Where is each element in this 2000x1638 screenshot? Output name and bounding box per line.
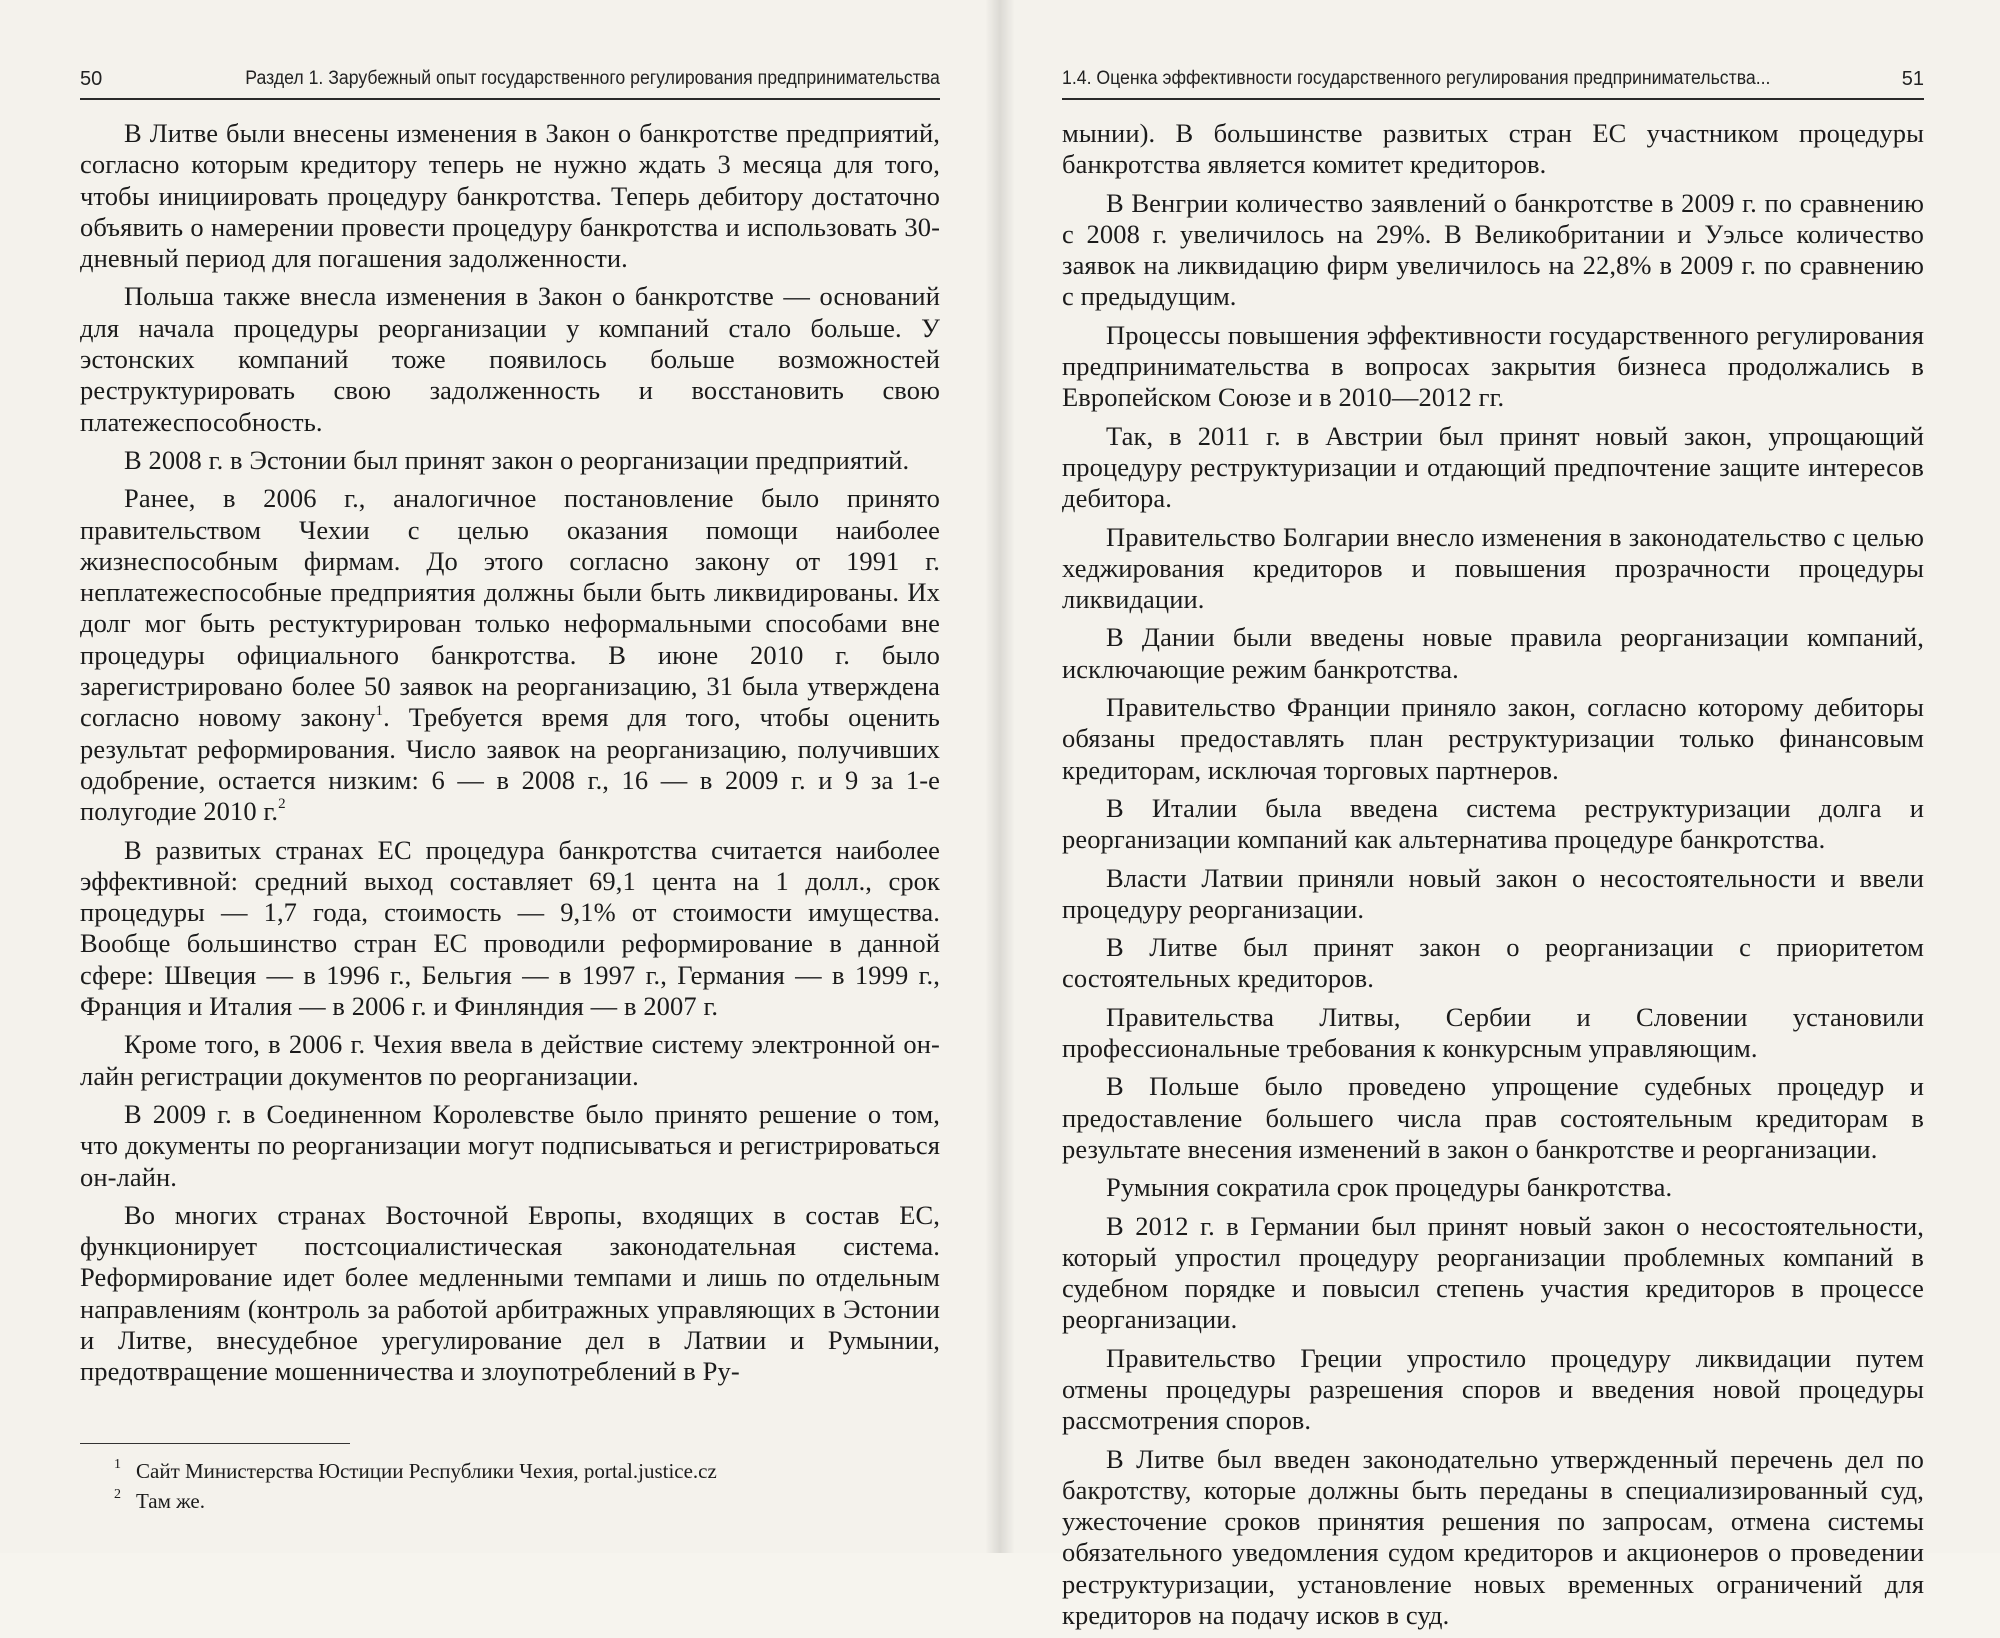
left-page [80, 0, 940, 1553]
footnote [80, 1456, 940, 1486]
paragraph: В Литве были внесены изменения в Закон о банкротстве предприятий, согласно которым кредитору теперь не нужно ждать 3 месяца для того, чтобы инициировать процедуру банкротства. Теперь дебитору достаточно объявить о намерении провести процедуру банкротства и использовать 30-дневный период для погашения задолженности. [80, 118, 940, 274]
paragraph: Власти Латвии приняли новый закон о несостоятельности и ввели процедуру реорганизации. [1062, 862, 1924, 924]
footnote-divider [80, 1443, 350, 1444]
paragraph: В Италии была введена система реструктуризации долга и реорганизации компаний как альтернатива процедуре банкротства. [1062, 792, 1924, 855]
paragraph: В 2012 г. в Германии был принят новый закон о несостоятельности, который упростил процедуру реорганизации проблемных компаний в судебном порядке и повысил степень участия кредиторов в процессе реорганизации. [1062, 1210, 1924, 1335]
paragraph: В Дании были введены новые правила реорганизации компаний, исключающие режим банкротства. [1062, 622, 1924, 684]
paragraph: Правительство Болгарии внесло изменения в законодательство с целью хеджирования кредиторов и повышения прозрачности процедуры ликвидации. [1062, 521, 1924, 615]
footnote-mark: 2 [114, 1487, 121, 1502]
footnotes [80, 1443, 940, 1516]
paragraph: Польша также внесла изменения в Закон о банкротстве — оснований для начала процедуры реорганизации у компаний стало больше. У эстонских компаний тоже появилось больше возможностей реструктурировать свою задолженность и восстановить свою платежеспособность. [80, 281, 940, 437]
book-gutter [985, 0, 1015, 1553]
paragraph-text: Требуется время для того, чтобы оценить результат реформирования. Число заявок на реорганизацию, получивших одобрение, остается низким: 6 — в 2008 г., 16 — в 2009 г. и 9 за 1-е полугодие 2010 г. [80, 702, 940, 827]
left-body-text [80, 118, 940, 1395]
paragraph: В Венгрии количество заявлений о банкротстве в 2009 г. по сравнению с 2008 г. увеличилось на 29%. В Великобритании и Уэльсе количество заявок на ликвидацию фирм увеличилось на 22,8% в 2009 г. по сравнению с предыдущим. [1062, 187, 1924, 312]
paragraph: В Литве был введен законодательно утвержденный перечень дел по бакротству, которые должны быть переданы в специализированный суд, ужесточение сроков принятия решения по запросам, отмена системы обязательного уведомления судом кредиторов и акционеров о проведении реструктуризации, установление новых временных ограничений для кредиторов на подачу исков в суд. [1062, 1443, 1924, 1631]
paragraph: Во многих странах Восточной Европы, входящих в состав ЕС, функционирует постсоциалистическая законодательная система. Реформирование идет более медленными темпами и лишь по отдельным направлениям (контроль за работой арбитражных управляющих в Эстонии и Литве, внесудебное урегулирование дел в Латвии и Румынии, предотвращение мошенничества и злоупотреблений в Ру- [80, 1199, 940, 1387]
right-body-text [1062, 118, 1924, 1638]
footnote-text: Там же. [136, 1489, 205, 1513]
paragraph: Кроме того, в 2006 г. Чехия ввела в действие систему электронной он-лайн регистрации документов по реорганизации. [80, 1029, 940, 1091]
right-page [1062, 0, 1924, 1631]
paragraph: В Литве был принят закон о реорганизации с приоритетом состоятельных кредиторов. [1062, 932, 1924, 994]
paragraph: В развитых странах ЕС процедура банкротства считается наиболее эффективной: средний выход составляет 69,1 цента на 1 долл., срок процедуры — 1,7 года, стоимость — 9,1% от стоимости имущества. Вообще большинство стран ЕС проводили реформирование в данной сфере: Швеция — в 1996 г., Бельгия — в 1997 г., Германия — в 1999 г., Франция и Италия — в 2006 г. и Финляндия — в 2007 г. [80, 834, 940, 1022]
paragraph: В Польше было проведено упрощение судебных процедур и предоставление большего числа прав состоятельным кредиторам в результате внесения изменений в закон о банкротстве и реорганизации. [1062, 1071, 1924, 1164]
paragraph: Румыния сократила срок процедуры банкротства. [1106, 1172, 1673, 1203]
paragraph-with-footnotes: Ранее, в 2006 г., аналогичное постановление было принято правительством Чехии с целью оказания помощи наиболее жизнеспособным фирмам. До этого согласно закону от 1991 г. неплатежеспособные предприятия должны были быть ликвидированы. Их долг мог быть рестуктурирован только неформальными способами вне процедуры официального банкротства. В июне 2010 г. было зарегистрировано более 50 заявок на реорганизацию, 31 была утверждена согласно новому закону$^1$. Требуется время для того, чтобы оценить результат реформирования. Число заявок на реорганизацию, получивших одобрение, остается низким: 6 — в 2008 г., 16 — в 2009 г. и 9 за 1-е полугодие 2010 г.$^2$ [80, 483, 940, 827]
paragraph: В 2009 г. в Соединенном Королевстве было принято решение о том, что документы по реорганизации могут подписываться и регистрироваться он-лайн. [80, 1098, 940, 1192]
right-running-title: 1.4. Оценка эффективности государственного регулирования предпринимательства... [1062, 68, 1771, 89]
paragraph: Правительство Франции приняло закон, согласно которому дебиторы обязаны предоставлять план реструктуризации только финансовым кредиторам, исключая торговых партнеров. [1062, 692, 1924, 785]
paragraph: Процессы повышения эффективности государственного регулирования предпринимательства в вопросах закрытия бизнеса продолжались в Европейском Союзе и в 2010—2012 гг. [1062, 319, 1924, 413]
left-running-head [80, 64, 940, 100]
paragraph: Правительство Греции упростило процедуру ликвидации путем отмены процедуры разрешения споров и введения новой процедуры рассмотрения споров. [1062, 1342, 1924, 1436]
footnote-ref: 1 [375, 702, 384, 719]
paragraph: Так, в 2011 г. в Австрии был принят новый закон, упрощающий процедуру реструктуризации и отдающий предпочтение защите интересов дебитора. [1062, 420, 1924, 514]
left-page-number: 50 [80, 68, 103, 90]
right-running-head [1062, 64, 1924, 100]
left-running-title: Раздел 1. Зарубежный опыт государственного регулирования предпринимательства [245, 68, 940, 89]
paragraph-text: Ранее, в 2006 г., аналогичное постановление было принято правительством Чехии с целью оказания помощи наиболее жизнеспособным фирмам. До этого согласно закону от 1991 г. неплатежеспособные предприятия должны были быть ликвидированы. Их долг мог быть рестуктурирован только неформальными способами вне процедуры официального банкротства. В июне 2010 г. было зарегистрировано более 50 заявок на реорганизацию, 31 была утверждена согласно новому закону [80, 483, 940, 733]
footnote-mark: 1 [114, 1457, 121, 1472]
right-page-number: 51 [1901, 68, 1924, 90]
footnote-ref: 2 [278, 796, 286, 813]
footnote [80, 1486, 940, 1516]
paragraph: Правительства Литвы, Сербии и Словении установили профессиональные требования к конкурсным управляющим. [1062, 1001, 1924, 1064]
footnote-text: Сайт Министерства Юстиции Республики Чехия, portal.justice.cz [136, 1459, 717, 1483]
paragraph-continued: мынии). В большинстве развитых стран ЕС участником процедуры банкротства является комитет кредиторов. [1062, 118, 1924, 180]
paragraph: В 2008 г. в Эстонии был принят закон о реорганизации предприятий. [124, 444, 910, 475]
